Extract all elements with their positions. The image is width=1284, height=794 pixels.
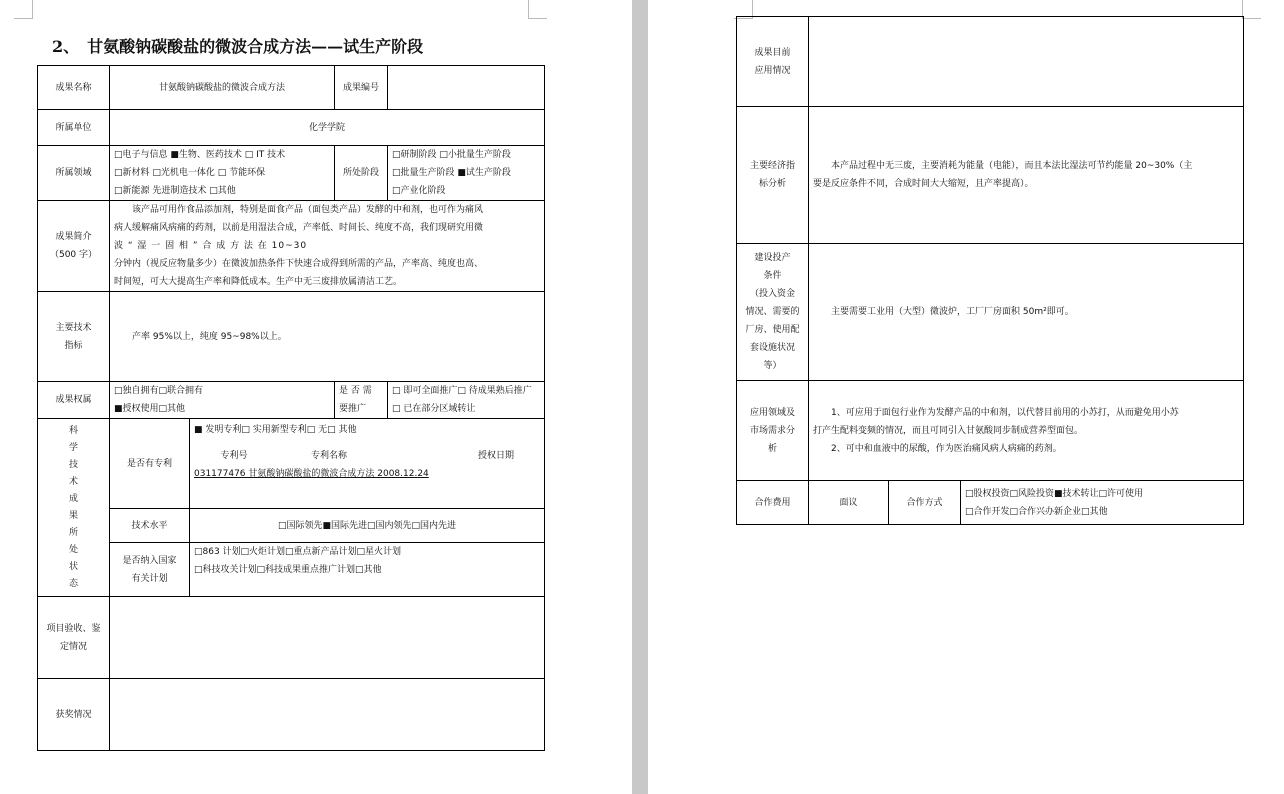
- field-option-line: □新材料 □光机电一体化 □ 节能环保: [114, 168, 266, 178]
- field-option-line: □新能源 先进制造技术 □其他: [114, 186, 236, 196]
- label-unit: 所属单位: [38, 110, 110, 146]
- label-awards: 获奖情况: [38, 679, 110, 751]
- value-stage: [388, 146, 545, 201]
- stage-option-line: □批量生产阶段 ■试生产阶段: [392, 168, 511, 178]
- label-production-conditions: 建设投产 条件 （投入资金 情况、需要的 厂房、使用配 套设施状况 等）: [737, 244, 809, 381]
- value-ownership: □独自拥有□联合拥有 ■授权使用□其他: [110, 382, 335, 419]
- table-row: [38, 110, 545, 146]
- section-heading: 2、 甘氨酸钠碳酸盐的微波合成方法——试生产阶段: [52, 37, 424, 56]
- label-field: 所属领域: [38, 146, 110, 201]
- table-row: [737, 107, 1244, 244]
- value-economic-analysis: 本产品过程中无三废，主要消耗为能量（电能），而且本法比湿法可节约能量 20~30%（主 要是反应条件不同，合成时间大大缩短，且产率提高）。: [809, 107, 1244, 244]
- application-table: [736, 16, 1244, 525]
- page-corner-mark: [528, 0, 547, 19]
- label-economic-analysis: 主要经济指 标分析: [737, 107, 809, 244]
- value-current-application: [809, 17, 1244, 107]
- label-tech-level: 技术水平: [110, 509, 190, 543]
- table-row: [737, 17, 1244, 107]
- table-row: [737, 244, 1244, 381]
- field-option-line: □电子与信息 ■生物、医药技术 □ IT 技术: [114, 150, 286, 160]
- label-stage: 所处阶段: [335, 146, 388, 201]
- value-unit: 化学学院: [110, 110, 545, 146]
- label-national-plan: 是否纳入国家 有关计划: [110, 543, 190, 597]
- label-current-application: 成果目前 应用情况: [737, 17, 809, 107]
- value-field: [110, 146, 335, 201]
- page-corner-mark: [14, 0, 33, 19]
- label-name: 成果名称: [38, 66, 110, 110]
- value-national-plan: □863 计划□火炬计划□重点新产品计划□星火计划 □科技攻关计划□科技成果重点推广计划□其他: [190, 543, 545, 597]
- label-promotion: 是 否 需 要推广: [335, 382, 388, 419]
- value-production-conditions: 主要需要工业用（大型）微波炉，工厂厂房面积 50m²即可。: [809, 244, 1244, 381]
- label-market-analysis: 应用领域及 市场需求分 析: [737, 381, 809, 481]
- value-market-analysis: 1、可应用于面包行业作为发酵产品的中和剂，以代替目前用的小苏打，从而避免用小苏 打产生配料变频的情况，而且可同引入甘氨酸同步制成营养型面包。 2、可中和血液中的尿酸，作为医治痛风病人病痛的药剂。: [809, 381, 1244, 481]
- page-corner-mark: [1242, 0, 1261, 19]
- table-row: [38, 543, 545, 597]
- label-cooperation-mode: 合作方式: [889, 481, 961, 525]
- label-number: 成果编号: [335, 66, 388, 110]
- patent-columns: 专利号 专利名称 授权日期: [220, 451, 514, 461]
- value-awards: [110, 679, 545, 751]
- value-promotion: □ 即可全面推广□ 待成果熟后推广 □ 已在部分区域转让: [388, 382, 545, 419]
- table-row: [38, 292, 545, 382]
- label-tech-index: 主要技术 指标: [38, 292, 110, 382]
- stage-option-line: □产业化阶段: [392, 186, 446, 196]
- label-acceptance: 项目验收、鉴 定情况: [38, 597, 110, 679]
- table-row: [38, 597, 545, 679]
- table-row: [38, 419, 545, 509]
- value-number: [388, 66, 545, 110]
- value-tech-index: 产率 95%以上，纯度 95~98%以上。: [110, 292, 545, 382]
- label-summary: 成果简介 （500 字）: [38, 201, 110, 292]
- value-patent: [190, 419, 545, 509]
- value-summary: 该产品可用作食品添加剂，特别是面食产品（面包类产品）发酵的中和剂，也可作为痛风 病人缓解痛风病痛的药剂，以前是用湿法合成，产率低、时间长、纯度不高，我们现研究用微 波 “ 湿 一 固 相 ” 合 成 方 法 在 10~30 分钟内（视反应物量多少）在微波加热条件下快速合成得到所需的产品，产率高、纯度也高、 时间短，可大大提高生产率和降低成本。生产中无三废排放属清洁工艺。: [110, 201, 545, 292]
- label-cooperation-fee: 合作费用: [737, 481, 809, 525]
- value-cooperation-fee: 面议: [809, 481, 889, 525]
- label-science-status: 科 学 技 术 成 果 所 处 状 态: [38, 419, 110, 597]
- value-tech-level: □国际领先■国际先进□国内领先□国内先进: [190, 509, 545, 543]
- page-gutter: [632, 0, 648, 794]
- table-row: [38, 679, 545, 751]
- table-row: [38, 66, 545, 110]
- stage-option-line: □研制阶段 □小批量生产阶段: [392, 150, 511, 160]
- value-name: 甘氨酸钠碳酸盐的微波合成方法: [110, 66, 335, 110]
- table-row: [38, 201, 545, 292]
- label-ownership: 成果权属: [38, 382, 110, 419]
- document-page-left: [0, 0, 632, 794]
- patent-types: ■ 发明专利□ 实用新型专利□ 无□ 其他: [194, 425, 357, 435]
- value-cooperation-mode: □股权投资□风险投资■技术转让□许可使用 □合作开发□合作兴办新企业□其他: [961, 481, 1244, 525]
- table-row: [737, 381, 1244, 481]
- table-row: [38, 382, 545, 419]
- table-row: [38, 146, 545, 201]
- table-row: [737, 481, 1244, 525]
- achievement-table: [37, 65, 545, 751]
- value-acceptance: [110, 597, 545, 679]
- patent-entry: 031177476 甘氨酸钠碳酸盐的微波合成方法 2008.12.24: [194, 469, 429, 479]
- table-row: [38, 509, 545, 543]
- document-page-right: [648, 0, 1284, 794]
- label-patent: 是否有专利: [110, 419, 190, 509]
